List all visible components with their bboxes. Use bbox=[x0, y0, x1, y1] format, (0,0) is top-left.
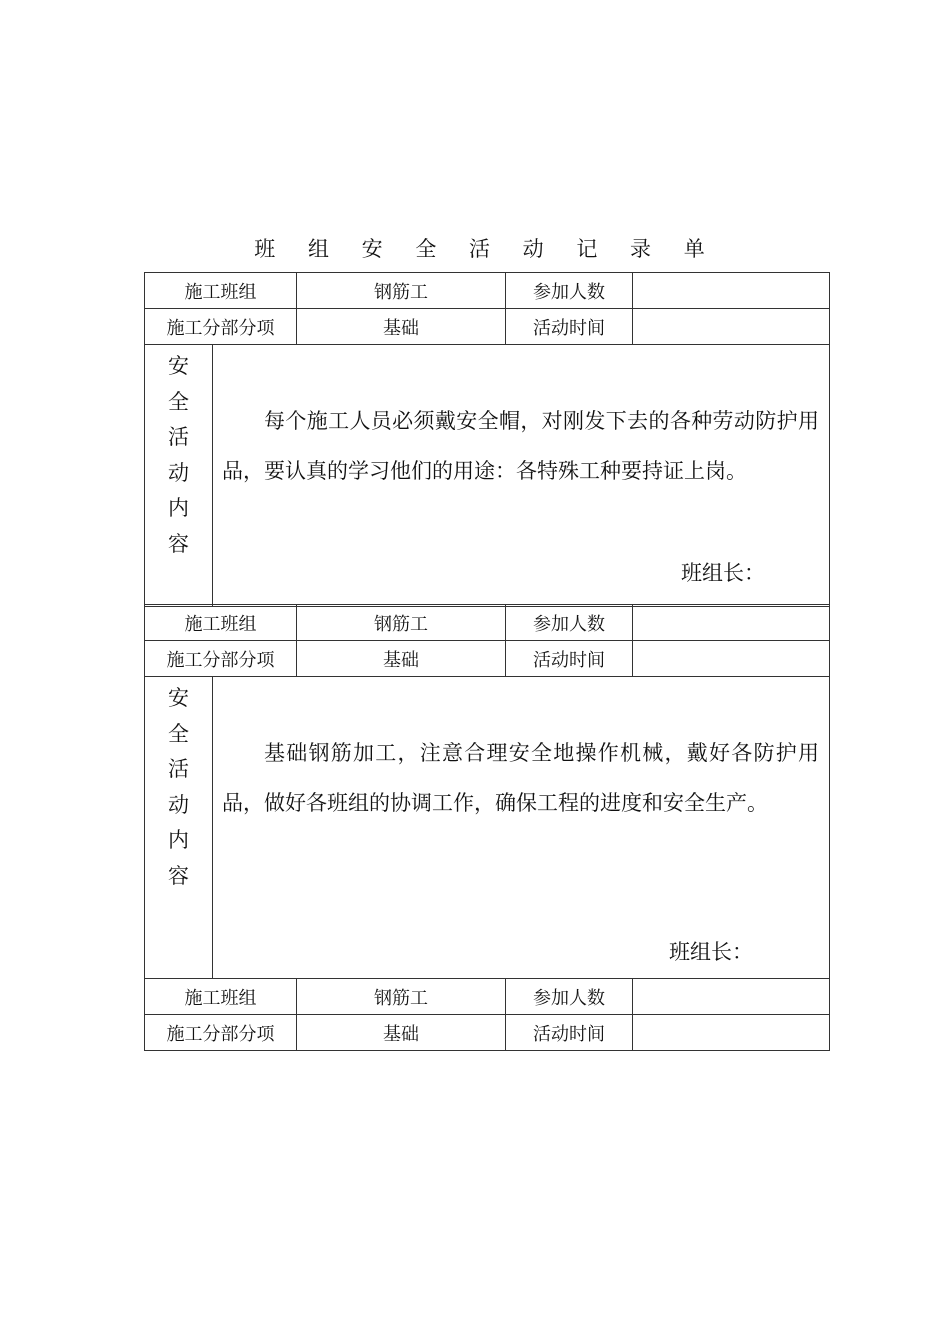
sub-item-label: 施工分部分项 bbox=[145, 1015, 297, 1051]
content-label bbox=[145, 345, 213, 607]
team-label: 施工班组 bbox=[145, 979, 297, 1015]
content-text: 每个施工人员必须戴安全帽，对刚发下去的各种劳动防护用品，要认真的学习他们的用途：各特殊工种要持证上岗。 bbox=[222, 409, 819, 483]
team-row bbox=[145, 979, 830, 1015]
sub-item-value: 基础 bbox=[297, 641, 506, 677]
content-cell bbox=[213, 345, 830, 607]
content-text: 基础钢筋加工，注意合理安全地操作机械，戴好各防护用品，做好各班组的协调工作，确保工程的进度和安全生产。 bbox=[222, 741, 819, 815]
team-label: 施工班组 bbox=[145, 273, 297, 309]
content-cell bbox=[213, 677, 830, 979]
team-row bbox=[145, 605, 830, 641]
team-row bbox=[145, 273, 830, 309]
activity-time-value[interactable] bbox=[633, 1015, 830, 1051]
content-row bbox=[145, 677, 830, 979]
content-label-text: 安 全 活 动 内 容 bbox=[168, 354, 189, 556]
team-value: 钢筋工 bbox=[297, 273, 506, 309]
sub-item-row bbox=[145, 641, 830, 677]
participants-value[interactable] bbox=[633, 605, 830, 641]
activity-time-label: 活动时间 bbox=[506, 1015, 633, 1051]
leader-label: 班组长： bbox=[669, 940, 753, 964]
sub-item-label: 施工分部分项 bbox=[145, 641, 297, 677]
sub-item-value: 基础 bbox=[297, 309, 506, 345]
sub-item-label: 施工分部分项 bbox=[145, 309, 297, 345]
team-value: 钢筋工 bbox=[297, 979, 506, 1015]
page-title: 班 组 安 全 活 动 记 录 单 bbox=[254, 237, 718, 261]
content-label-text: 安 全 活 动 内 容 bbox=[168, 686, 189, 888]
record-table-3 bbox=[144, 978, 830, 1051]
activity-time-value[interactable] bbox=[633, 641, 830, 677]
participants-label: 参加人数 bbox=[506, 273, 633, 309]
record-table-2 bbox=[144, 604, 830, 979]
participants-value[interactable] bbox=[633, 273, 830, 309]
activity-time-label: 活动时间 bbox=[506, 309, 633, 345]
participants-label: 参加人数 bbox=[506, 605, 633, 641]
leader-label: 班组长： bbox=[681, 561, 765, 585]
team-value: 钢筋工 bbox=[297, 605, 506, 641]
activity-time-value[interactable] bbox=[633, 309, 830, 345]
sub-item-row bbox=[145, 1015, 830, 1051]
sub-item-row bbox=[145, 309, 830, 345]
content-row bbox=[145, 345, 830, 607]
participants-label: 参加人数 bbox=[506, 979, 633, 1015]
sub-item-value: 基础 bbox=[297, 1015, 506, 1051]
record-table-1 bbox=[144, 272, 830, 607]
activity-time-label: 活动时间 bbox=[506, 641, 633, 677]
content-label bbox=[145, 677, 213, 979]
participants-value[interactable] bbox=[633, 979, 830, 1015]
team-label: 施工班组 bbox=[145, 605, 297, 641]
